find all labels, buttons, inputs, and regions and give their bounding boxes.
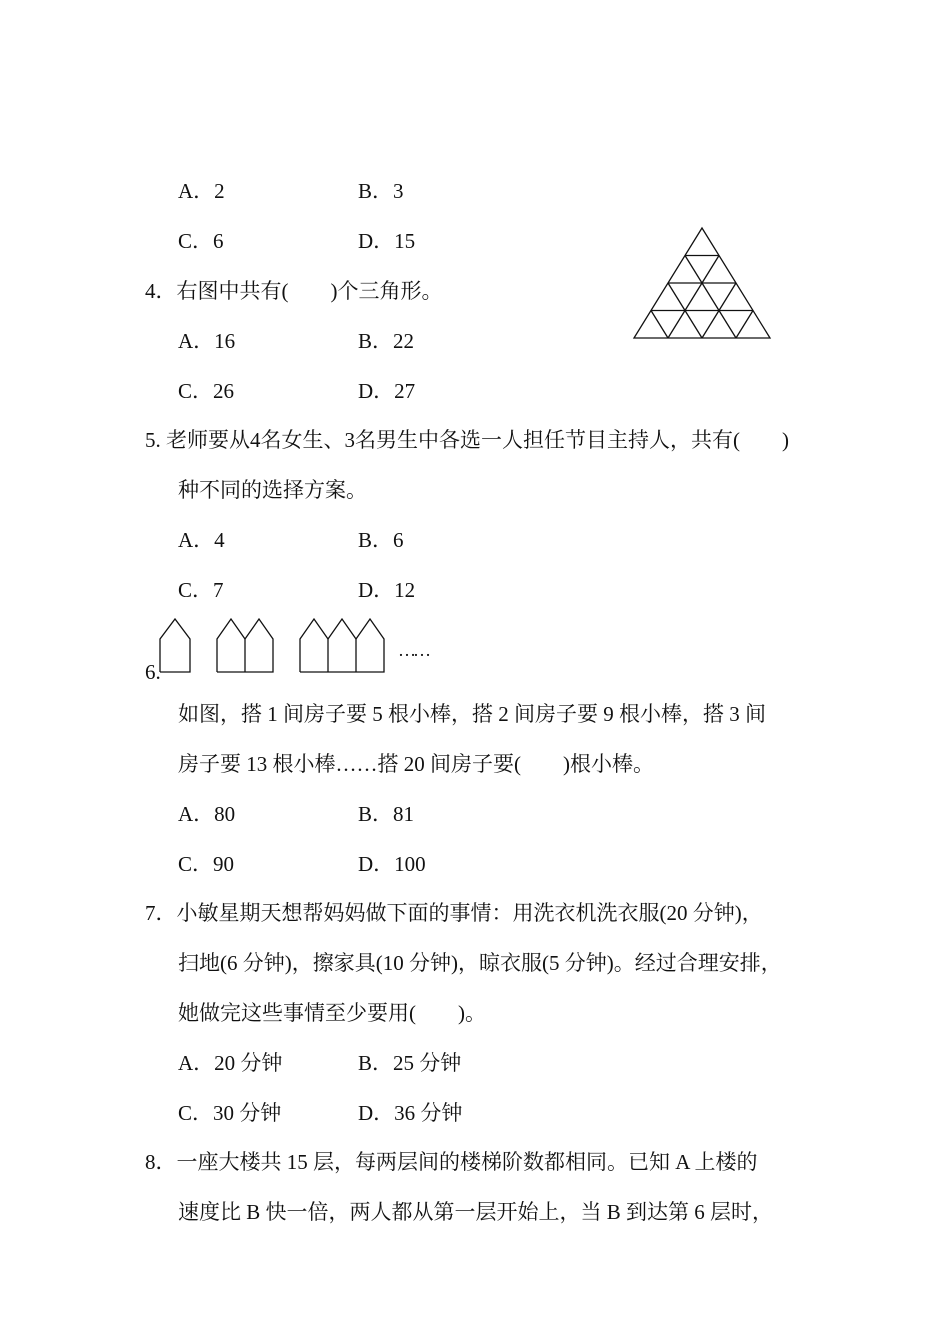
grid-line (668, 256, 719, 339)
q4-option-b: B．22 (358, 329, 415, 353)
q5-option-c: C．7 (178, 578, 224, 602)
q6-text-line2: 房子要 13 根小棒……搭 20 间房子要( )根小棒。 (178, 752, 654, 776)
q6-option-c: C．90 (178, 852, 235, 876)
q7-option-b: B．25 分钟 (358, 1051, 462, 1075)
q3-option-d: D．15 (358, 229, 416, 253)
q6-number: 6. (145, 660, 161, 684)
q4-text: 4．右图中共有( )个三角形。 (145, 279, 443, 303)
q6-ellipsis: …… (398, 640, 428, 660)
q7-option-c: C．30 分钟 (178, 1101, 282, 1125)
grid-line (685, 256, 736, 339)
q6-option-b: B．81 (358, 802, 415, 826)
q7-option-a: A．20 分钟 (178, 1051, 283, 1075)
q7-text-line3: 她做完这些事情至少要用( )。 (178, 1001, 486, 1025)
q3-option-a: A．2 (178, 179, 225, 203)
q4-option-a: A．16 (178, 329, 236, 353)
q5-option-d: D．12 (358, 578, 416, 602)
house-3-outline (300, 619, 384, 672)
q3-option-c: C．6 (178, 229, 224, 253)
grid-line (651, 311, 668, 339)
q6-option-d: D．100 (358, 852, 426, 876)
q8-text-line1: 8．一座大楼共 15 层，每两层间的楼梯阶数都相同。已知 A 上楼的 (145, 1150, 758, 1174)
q3-option-b: B．3 (358, 179, 404, 203)
triangle-grid-figure (632, 226, 772, 340)
q5-option-a: A．4 (178, 528, 225, 552)
q5-option-b: B．6 (358, 528, 404, 552)
q8-text-line2: 速度比 B 快一倍，两人都从第一层开始上，当 B 到达第 6 层时， (178, 1200, 774, 1224)
q5-text-line2: 种不同的选择方案。 (178, 478, 367, 502)
q7-text-line1: 7．小敏星期天想帮妈妈做下面的事情：用洗衣机洗衣服(20 分钟)， (145, 901, 763, 925)
houses-figure (160, 617, 390, 673)
q7-text-line2: 扫地(6 分钟)，擦家具(10 分钟)，晾衣服(5 分钟)。经过合理安排， (178, 951, 782, 975)
q4-option-d: D．27 (358, 379, 416, 403)
q5-text-line1: 5. 老师要从4名女生、3名男生中各选一人担任节目主持人，共有( ) (145, 428, 789, 452)
grid-line (736, 311, 753, 339)
house-1-outline (160, 619, 190, 672)
q6-text-line1: 如图，搭 1 间房子要 5 根小棒，搭 2 间房子要 9 根小棒，搭 3 间 (178, 702, 766, 726)
q4-option-c: C．26 (178, 379, 235, 403)
q6-option-a: A．80 (178, 802, 236, 826)
q7-option-d: D．36 分钟 (358, 1101, 463, 1125)
